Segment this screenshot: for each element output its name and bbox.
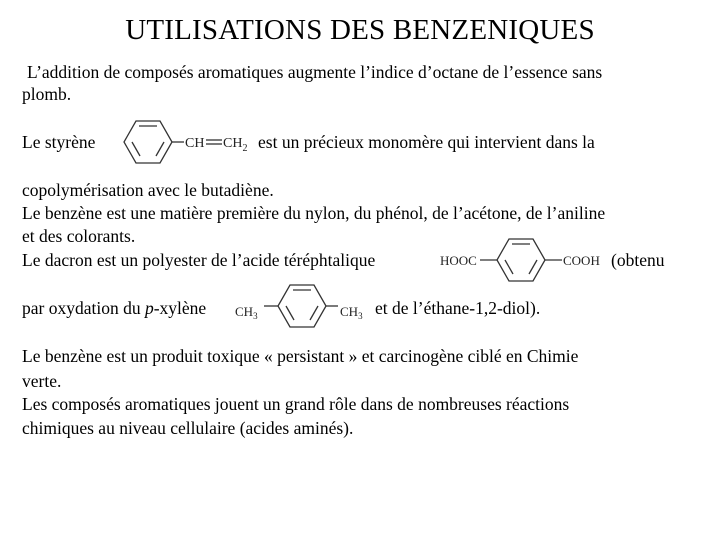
para3-line2: verte. — [22, 371, 62, 391]
ch3-left-label: $CH_3$ — [235, 304, 258, 321]
xylene-line: par oxydation du p-xylène — [22, 298, 207, 318]
dacron-intro: Le dacron est un polyester de l’acide téréphtalique — [22, 250, 376, 270]
dacron-note: (obtenu — [611, 250, 665, 270]
ch2-label: $CH_2$ — [223, 136, 248, 154]
hooc-label: HOOC — [440, 253, 477, 268]
styrene-intro: Le styrène — [22, 132, 96, 152]
benzene-ring — [124, 121, 222, 163]
terephthalic-acid-structure — [436, 236, 606, 286]
para2-line1: copolymérisation avec le butadiène. — [22, 180, 274, 200]
styrene-description: est un précieux monomère qui intervient dans la — [258, 132, 595, 152]
page-title: UTILISATIONS DES BENZENIQUES — [125, 14, 595, 46]
para2-line3: et des colorants. — [22, 226, 136, 246]
styrene-structure — [118, 116, 258, 168]
benzene-ring — [264, 285, 338, 327]
para1-line1: L’addition de composés aromatiques augmente l’indice d’octane de l’essence sans — [27, 62, 603, 82]
xylene-note: et de l’éthane-1,2-diol). — [375, 298, 541, 318]
para2-line2: Le benzène est une matière première du nylon, du phénol, de l’acétone, de l’aniline — [22, 203, 606, 223]
benzene-ring — [480, 239, 562, 281]
para3-line4: chimiques au niveau cellulaire (acides aminés). — [22, 418, 354, 438]
ch-label: CH — [185, 136, 205, 151]
para3-line3: Les composés aromatiques jouent un grand rôle dans de nombreuses réactions — [22, 394, 570, 414]
ch3-right-label: $CH_3$ — [340, 304, 363, 321]
p-xylene-structure — [234, 282, 374, 332]
para1-line2: plomb. — [22, 84, 72, 104]
cooh-label: COOH — [563, 253, 600, 268]
para3-line1: Le benzène est un produit toxique « persistant » et carcinogène ciblé en Chimie — [22, 346, 579, 366]
